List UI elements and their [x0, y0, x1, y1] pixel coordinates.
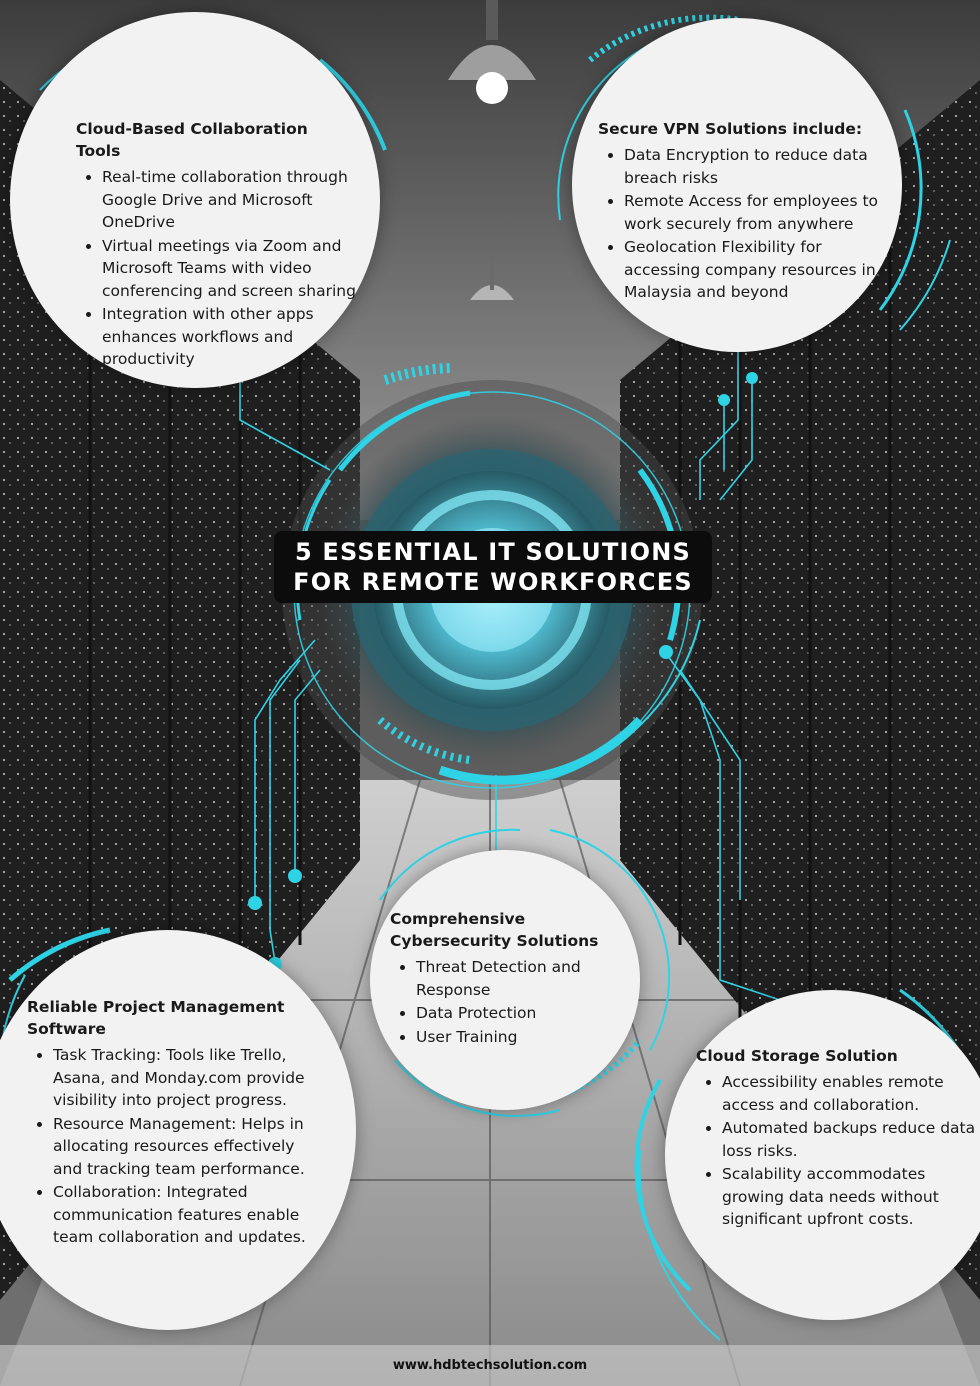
list-item: • Real-time collaboration through Google Drive and Microsoft OneDrive	[102, 166, 356, 234]
list-item: • Data Protection	[416, 1002, 645, 1025]
list-item: • Virtual meetings via Zoom and Microsoft Teams with video conferencing and screen sharing	[102, 235, 356, 303]
vpn-list	[598, 144, 888, 304]
collaboration-card	[76, 118, 356, 372]
project-heading: Reliable Project Management Software	[27, 998, 285, 1038]
list-item: • Scalability accommodates growing data needs without significant upfront costs.	[722, 1163, 976, 1231]
page-title	[274, 531, 712, 603]
list-item: • User Training	[416, 1026, 645, 1049]
cybersecurity-heading: Comprehensive Cybersecurity Solutions	[390, 910, 599, 950]
website-url[interactable]: www.hdbtechsolution.com	[392, 1358, 588, 1373]
list-item: • Integration with other apps enhances workflows and productivity	[102, 303, 356, 371]
title-line-1: 5 ESSENTIAL IT SOLUTIONS	[294, 538, 692, 566]
storage-card	[696, 1045, 976, 1232]
list-item: • Collaboration: Integrated communication features enable team collaboration and updates.	[53, 1181, 327, 1249]
vpn-card	[598, 118, 888, 305]
collaboration-list	[76, 166, 356, 371]
list-item: • Remote Access for employees to work securely from anywhere	[624, 190, 888, 235]
title-line-2: FOR REMOTE WORKFORCES	[293, 568, 693, 596]
cybersecurity-card	[390, 908, 645, 1049]
list-item: • Task Tracking: Tools like Trello, Asana, and Monday.com provide visibility into project progress.	[53, 1044, 327, 1112]
project-card	[27, 996, 327, 1250]
list-item: • Geolocation Flexibility for accessing company resources in Malaysia and beyond	[624, 236, 888, 304]
list-item: • Data Encryption to reduce data breach risks	[624, 144, 888, 189]
storage-heading: Cloud Storage Solution	[696, 1047, 898, 1065]
project-list	[27, 1044, 327, 1249]
list-item: • Accessibility enables remote access and collaboration.	[722, 1071, 976, 1116]
collaboration-heading: Cloud-Based Collaboration Tools	[76, 120, 308, 160]
storage-list	[696, 1071, 976, 1231]
list-item: • Automated backups reduce data loss risks.	[722, 1117, 976, 1162]
vpn-heading: Secure VPN Solutions include:	[598, 120, 863, 138]
cybersecurity-list	[390, 956, 645, 1048]
list-item: • Resource Management: Helps in allocating resources effectively and tracking team performance.	[53, 1113, 327, 1181]
list-item: • Threat Detection and Response	[416, 956, 645, 1001]
